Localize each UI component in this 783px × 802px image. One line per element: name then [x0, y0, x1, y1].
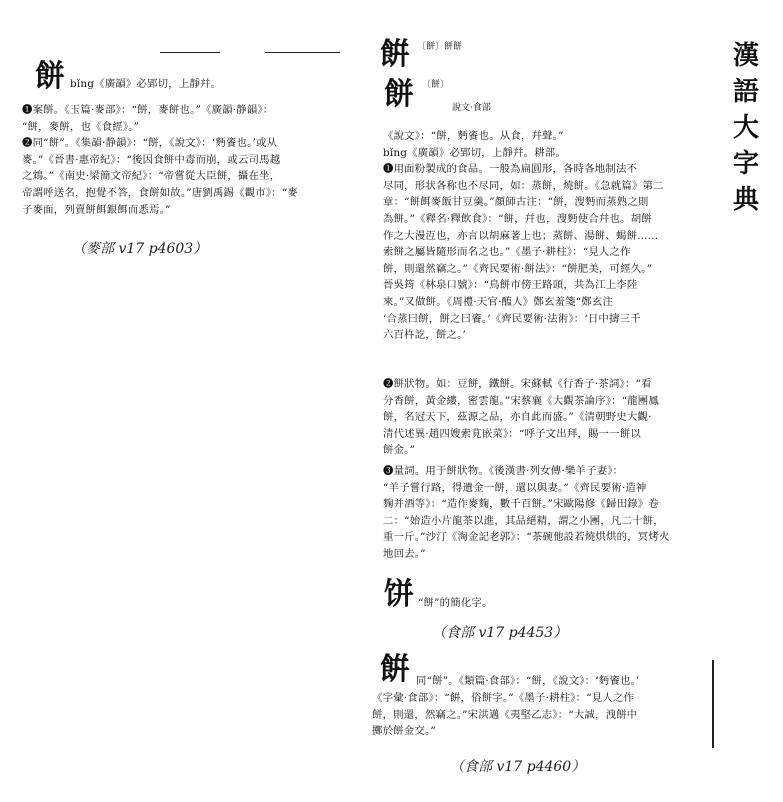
text-line: 餅金。” [383, 444, 416, 457]
rule-top [160, 52, 220, 53]
right-entry-sense-2 [383, 376, 659, 459]
text-line: 索餅之屬皆隨形而名之也。”《墨子·耕柱》：“見人之作 [383, 246, 631, 259]
text-line: 分香餅，黃金縷，密雲龍。”宋蔡襄《大觀茶論序》：“龍團鳳 [383, 394, 659, 407]
text-line: 來。”又做餅。《周禮·天官·醢人》鄭玄羞箋“鄭玄注 [383, 295, 614, 308]
text-line: ❶案餅。《玉篇·麥部》：“餅，麥餅也。”《廣韻·静韻》： [22, 104, 274, 116]
left-entry-body [22, 102, 298, 218]
text-line: 麴并酒等》：“造作麥麴，數千百餅。”宋歐陽修《歸田錄》卷 [383, 498, 659, 511]
title-char: 漢 [733, 41, 760, 71]
text-line: 擲於餅金交。” [372, 725, 436, 738]
left-entry-pronunciation: bǐng《廣韻》必郢切，上靜幷。 [70, 78, 222, 90]
text-line: 餅，名冠天下，茲源之品，亦自此而盛。”《清朝野史大觀· [383, 411, 652, 424]
title-char: 字 [733, 149, 760, 179]
text-line: ❶用面粉製成的食品。一般為扁圓形，各時各地制法不 [383, 163, 638, 176]
bottom-entry-line: 同“餅”。《類篇·食部》：“餅，《說文》：‘麪餈也。’ [416, 675, 640, 687]
simplified-text: “餅”的簡化字。 [418, 597, 493, 609]
text-line: 《字彙·食部》：“餠，俗餅字。”《墨子·耕柱》：“見人之作 [372, 692, 635, 704]
text-line: ❸量詞。用于餅狀物。《後漢書·列女傳·樂羊子妻》： [383, 465, 624, 477]
text-line: 六百杵訖，餅之。’ [383, 329, 467, 342]
left-handwritten-note: （麥部 v17 p4603） [72, 241, 208, 257]
right-head-1: 餠 [380, 37, 410, 72]
text-line: ‘合蒸曰餅，餅之曰餈。’《齊民要術·法術》：‘日中擣三千 [383, 312, 641, 325]
text-line: 晉吳筠《林泉口號》：“鳥餅市傍王路頭，共為江上李陸 [383, 279, 638, 292]
title-char: 語 [733, 77, 760, 107]
title-char: 典 [733, 185, 760, 215]
right-entry-body [383, 128, 664, 344]
text-line: 重一斤。”沙汀《淘金記老郭》：“茶碗他設若燒烘烘的，冥烤火 [383, 531, 670, 544]
text-line: 章：“餅餌麥飯甘豆羹。”顏師古注：“餅，溲麪而蒸熟之則 [383, 196, 649, 209]
text-line: 餅，則還，然竊之。”宋洪邁《夷堅乙志》：“大誠，洩餅中 [372, 708, 638, 721]
text-line: 餅，則還然竊之。”《齊民要術·餅法》：“餅肥美，可經久。” [383, 262, 653, 275]
text-line: “羊子嘗行路，得遺金一餅，還以與妻。”《齊民要術·造神 [383, 481, 647, 494]
bottom-handwritten-note: （食部 v17 p4460） [450, 759, 586, 775]
text-line: 之鴆。”《南史·梁簡文帝紀》：“帝嘗從大臣餅，攝在坐， [22, 170, 281, 183]
dictionary-title [733, 38, 759, 218]
middle-handwritten-note: （食部 v17 p4453） [432, 625, 568, 641]
text-line: ❷餅狀物。如：豆餅，鐵餅。宋蘇軾《行香子·茶詞》：“看 [383, 378, 652, 390]
simplified-head: 饼 [384, 577, 414, 612]
right-head-1-ref: 〔餅〕餅餅 [417, 42, 463, 52]
bottom-head: 餠 [380, 652, 410, 687]
text-line: 清代述異·趙四嫂索莧嵌菜》：“呼子文出拜，賜一一餅以 [383, 427, 641, 440]
rule-top [265, 52, 340, 53]
text-line: 麥。”《晉書·惠帝紀》：“後因食餅中毒而崩，或云司馬越 [22, 153, 281, 166]
text-line: 子麥面，列賣餅餌銀餌而悉焉。” [22, 203, 171, 216]
bottom-entry-body [372, 690, 637, 740]
text-line: 《說文》：“餅，麪餈也。从食，幷聲。” [383, 130, 564, 142]
right-head-2-source: 說文·食部 [452, 103, 491, 113]
text-line: 二：“始造小片龍茶以進，其品絕精，謂之小團，凡二十餅， [383, 514, 664, 527]
bracket-line [712, 660, 714, 748]
text-line: “餅，麥餅，也《食經》。” [22, 120, 140, 133]
right-entry-sense-3 [383, 463, 670, 563]
left-entry-head: 餅 [35, 59, 65, 94]
text-line: 尽同，形状各称也不尽同，如：蒸餅，燒餅。《急就篇》第二 [383, 179, 664, 192]
text-line: 帝謂呼送名，抱覺不答，食餅如故。”唐劉禹錫《觀市》：“麥 [22, 186, 298, 199]
text-line: 作之大漫沍也，亦言以胡麻著上也；蒸餅、湯餅、蝎餅…… [383, 229, 659, 242]
text-line: 為餅。”《釋名·釋飲食》：“餅，幷也，溲麪使合幷也。胡餅 [383, 212, 652, 225]
title-char: 大 [733, 113, 760, 143]
text-line: 地回去。” [383, 547, 426, 560]
right-head-2: 餅 [384, 77, 414, 112]
text-line: bǐng《廣韻》必郢切，上靜幷。耕部。 [383, 146, 566, 159]
text-line: ❷同“餅”。《集韻·静韻》：“餅，《說文》：‘麪餈也。’或从 [22, 137, 278, 150]
right-head-2-ref: 〔餅〕 [422, 80, 450, 90]
